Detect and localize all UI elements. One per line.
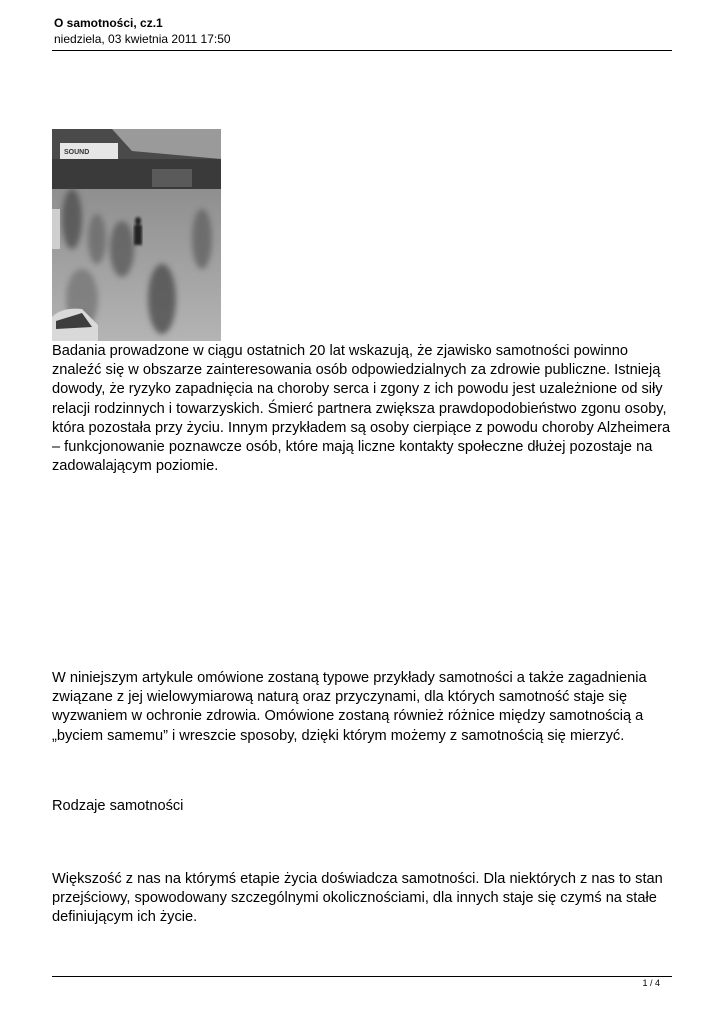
publish-date: niedziela, 03 kwietnia 2011 17:50	[54, 32, 231, 46]
section-heading: Rodzaje samotności	[52, 798, 184, 814]
page-title: O samotności, cz.1	[54, 16, 163, 30]
header-divider	[52, 50, 672, 51]
photo-sign-text: SOUND	[64, 149, 90, 156]
article-paragraph-types: Większość z nas na którymś etapie życia doświadcza samotności. Dla niektórych z nas to stan przejściowy, spowodowany szczególnymi okolicznościami, dla innych staje się czymś na stałe definiującym ich życie.	[52, 871, 663, 926]
article-photo	[52, 129, 221, 341]
article-paragraph-scope: W niniejszym artykule omówione zostaną typowe przykłady samotności a także zagadnienia związane z jej wielowymiarową naturą oraz przyczynami, dla których samotność staje się wyzwaniem w ochronie zdrowia. Omówione zostaną również różnice między samotnością a „byciem samemu” i wreszcie sposoby, dzięki którym możemy z samotnością się mierzyć.	[52, 670, 647, 744]
article-paragraph-intro: Badania prowadzone w ciągu ostatnich 20 lat wskazują, że zjawisko samotności powinno znaleźć się w obszarze zainteresowania osób odpowiedzialnych za zdrowie publiczne. Istnieją dowody, że ryzyko zapadnięcia na choroby serca i zgony z ich powodu jest uzależnione od siły relacji rodzinnych i towarzyskich. Śmierć partnera zwiększa prawdopodobieństwo zgonu osoby, która pozostała przy życiu. Innym przykładem są osoby cierpiące z powodu choroby Alzheimera – funkcjonowanie poznawcze osób, które mają liczne kontakty społeczne dłużej pozostaje na zadowalającym poziomie.	[52, 343, 671, 475]
footer-divider	[52, 976, 672, 977]
page-number: 1 / 4	[642, 978, 660, 988]
